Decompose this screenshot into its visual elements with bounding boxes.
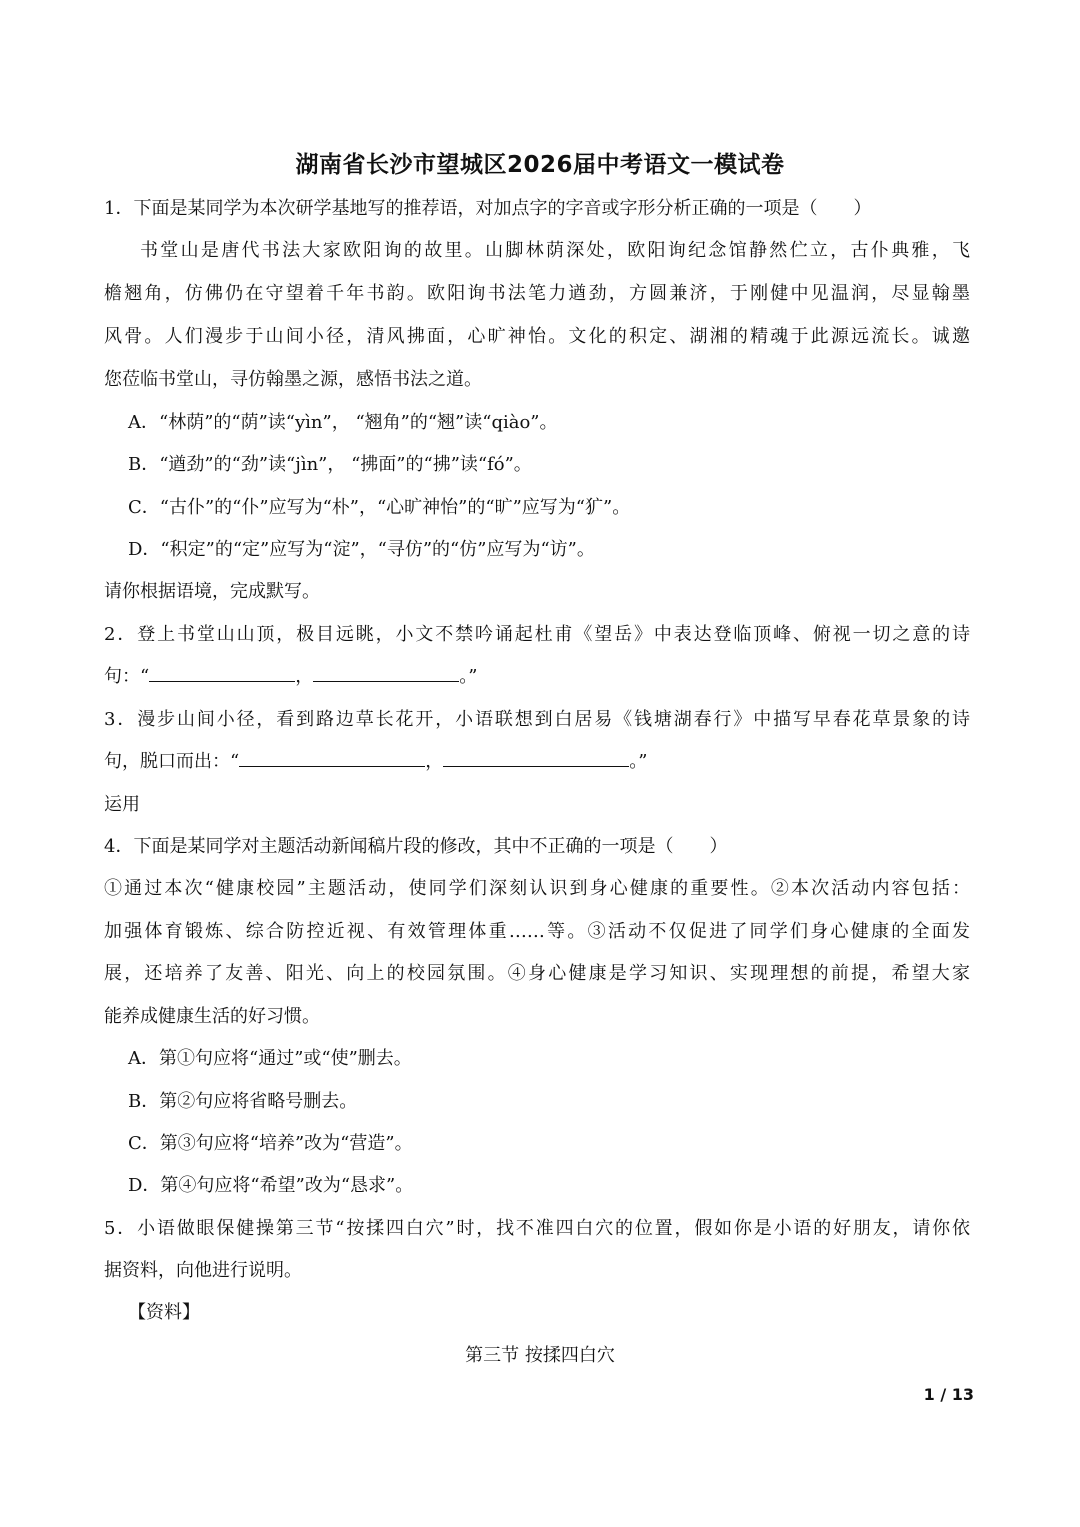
question-2-prefix: 句：“ bbox=[104, 666, 150, 687]
question-4-passage-line: 展，还培养了友善、阳光、向上的校园氛围。④身心健康是学习知识、实现理想的前提，希望大家 bbox=[104, 963, 970, 984]
page-number: 1 / 13 bbox=[923, 1385, 974, 1404]
question-2-stem: 2．登上书堂山山顶，极目远眺，小文不禁吟诵起杜甫《望岳》中表达登临顶峰、俯视一切之意的诗 bbox=[104, 624, 970, 645]
question-3-separator: ， bbox=[425, 751, 444, 772]
question-1-passage-line: 您莅临书堂山，寻仿翰墨之源，感悟书法之道。 bbox=[104, 369, 482, 390]
question-2-suffix: 。” bbox=[459, 666, 478, 687]
question-3-answer-line bbox=[104, 750, 647, 774]
question-1-option-a: A．“林荫”的“荫”读“yìn”， “翘角”的“翘”读“qiào”。 bbox=[128, 412, 558, 433]
question-1-passage-line: 风骨。人们漫步于山间小径，清风拂面，心旷神怡。文化的积定、湖湘的精魂于此源远流长。诚邀 bbox=[104, 326, 970, 347]
question-4-stem: 4．下面是某同学对主题活动新闻稿片段的修改，其中不正确的一项是（ ） bbox=[104, 836, 728, 857]
question-3-prefix: 句，脱口而出：“ bbox=[104, 751, 240, 772]
question-5-stem: 5．小语做眼保健操第三节“按揉四白穴”时，找不准四白穴的位置，假如你是小语的好朋友，请你依 bbox=[104, 1218, 970, 1239]
question-5-stem-cont: 据资料，向他进行说明。 bbox=[104, 1260, 302, 1281]
question-4-passage-line: ①通过本次“健康校园”主题活动，使同学们深刻认识到身心健康的重要性。②本次活动内容包括： bbox=[104, 878, 970, 899]
question-1-option-c: C．“古仆”的“仆”应写为“朴”，“心旷神怡”的“旷”应写为“犷”。 bbox=[128, 497, 631, 518]
question-1-option-b: B．“遒劲”的“劲”读“jìn”， “拂面”的“拂”读“fó”。 bbox=[128, 454, 532, 475]
question-2-separator: ， bbox=[295, 666, 314, 687]
material-heading: 第三节 按揉四白穴 bbox=[465, 1345, 615, 1366]
question-4-option-b: B．第②句应将省略号删去。 bbox=[128, 1091, 358, 1112]
question-1-stem: 1．下面是某同学为本次研学基地写的推荐语，对加点字的字音或字形分析正确的一项是（ ） bbox=[104, 198, 872, 219]
question-4-passage-line: 能养成健康生活的好习惯。 bbox=[104, 1006, 320, 1027]
question-1-passage-line: 檐翘角，仿佛仍在守望着千年书韵。欧阳询书法笔力遒劲，方圆兼济，于刚健中见温润，尽显翰墨 bbox=[104, 283, 970, 304]
question-3-blank-1[interactable] bbox=[239, 750, 425, 767]
section-use-heading: 运用 bbox=[104, 794, 140, 815]
question-4-option-a: A．第①句应将“通过”或“使”删去。 bbox=[128, 1048, 412, 1069]
question-1-option-d: D．“积定”的“定”应写为“淀”，“寻仿”的“仿”应写为“访”。 bbox=[128, 539, 595, 560]
question-2-blank-2[interactable] bbox=[313, 665, 459, 682]
question-3-suffix: 。” bbox=[629, 751, 648, 772]
section-dictation-heading: 请你根据语境，完成默写。 bbox=[104, 581, 320, 602]
question-4-option-c: C．第③句应将“培养”改为“营造”。 bbox=[128, 1133, 413, 1154]
page-title: 湖南省长沙市望城区2026届中考语文一模试卷 bbox=[295, 152, 785, 178]
question-3-stem: 3．漫步山间小径，看到路边草长花开，小语联想到白居易《钱塘湖春行》中描写早春花草景象的诗 bbox=[104, 709, 970, 730]
question-2-answer-line bbox=[104, 665, 477, 689]
question-4-passage-line: 加强体育锻炼、综合防控近视、有效管理体重……等。③活动不仅促进了同学们身心健康的全面发 bbox=[104, 921, 970, 942]
question-2-blank-1[interactable] bbox=[149, 665, 295, 682]
material-label: 【资料】 bbox=[128, 1302, 200, 1323]
question-4-option-d: D．第④句应将“希望”改为“恳求”。 bbox=[128, 1175, 414, 1196]
question-3-blank-2[interactable] bbox=[443, 750, 629, 767]
question-1-passage-line: 书堂山是唐代书法大家欧阳询的故里。山脚林荫深处，欧阳询纪念馆静然伫立，古仆典雅，飞 bbox=[140, 240, 970, 261]
